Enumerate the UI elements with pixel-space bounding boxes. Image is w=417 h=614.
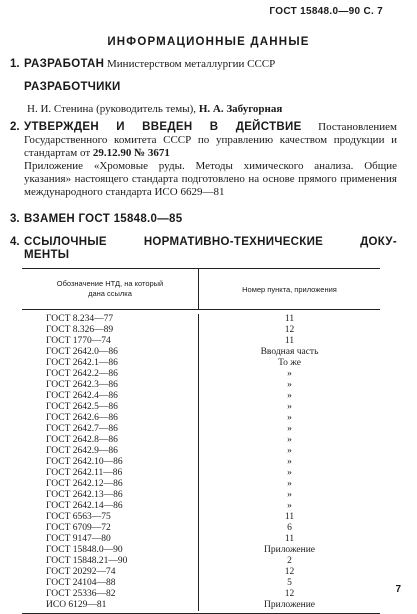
clause-number-cell: » (287, 402, 292, 412)
page-title: ИНФОРМАЦИОННЫЕ ДАННЫЕ (107, 36, 310, 48)
section-1-authors (24, 103, 397, 116)
section-4-word-1: ССЫЛОЧНЫЕ (24, 236, 107, 248)
document-designation-cell: ГОСТ 2642.10—86 (46, 457, 123, 467)
clause-number-cell: То же (278, 358, 301, 368)
document-designation-cell: ГОСТ 2642.7—86 (46, 424, 118, 434)
document-designation-cell: ГОСТ 2642.2—86 (46, 369, 118, 379)
clause-number-cell: 5 (287, 578, 292, 588)
document-designation-cell: ГОСТ 6709—72 (46, 523, 111, 533)
document-designation-cell: ГОСТ 25336—82 (46, 589, 116, 599)
document-designation-cell: ГОСТ 2642.14—86 (46, 501, 123, 511)
document-designation-cell: ГОСТ 2642.1—86 (46, 358, 118, 368)
clause-number-cell: Приложение (264, 600, 315, 610)
table-body (22, 310, 380, 613)
clause-number-cell: 6 (287, 523, 292, 533)
clause-number-cell: » (287, 391, 292, 401)
author-2: Н. А. Забугорная (198, 103, 283, 115)
section-3-body (24, 213, 397, 226)
section-3-heading: ВЗАМЕН ГОСТ 15848.0—85 (24, 213, 183, 225)
document-designation-cell: ГОСТ 8.234—77 (46, 314, 114, 324)
section-4-word-3: ДОКУ- (360, 236, 397, 248)
document-designation-cell: ГОСТ 24104—88 (46, 578, 116, 588)
section-4-word-2: НОРМАТИВНО-ТЕХНИЧЕСКИЕ (143, 236, 324, 248)
clause-number-cell: Вводная часть (260, 347, 319, 357)
document-designation-cell: ГОСТ 2642.4—86 (46, 391, 118, 401)
clause-number-cell: » (287, 446, 292, 456)
reference-documents-table (22, 268, 380, 614)
document-designation-cell: ГОСТ 2642.11—86 (46, 468, 123, 478)
section-2-date: 29.12.90 № 3671 (92, 147, 170, 159)
clause-number-cell: » (287, 369, 292, 379)
document-designation-cell: ГОСТ 2642.8—86 (46, 435, 118, 445)
section-1-body (24, 58, 397, 116)
document-designation-cell: ГОСТ 8.326—89 (46, 325, 114, 335)
clause-number-cell: Приложение (264, 545, 315, 555)
clause-number-cell: » (287, 468, 292, 478)
column-header-document (22, 269, 199, 309)
table-header (22, 269, 380, 310)
section-1-subheading: РАЗРАБОТЧИКИ (24, 81, 121, 93)
document-designation-cell: ГОСТ 15848.0—90 (46, 545, 123, 555)
clause-number-cell: » (287, 479, 292, 489)
document-designation-cell: ГОСТ 2642.6—86 (46, 413, 118, 423)
clause-number-cell: » (287, 413, 292, 423)
section-2 (10, 121, 397, 199)
clause-number-cell: » (287, 501, 292, 511)
document-designation-cell: ГОСТ 2642.0—86 (46, 347, 118, 357)
clause-number-cell: 12 (284, 325, 295, 335)
section-4-heading (24, 236, 397, 249)
document-designation-cell: ГОСТ 20292—74 (46, 567, 116, 577)
document-column (22, 314, 199, 611)
clause-number-cell: » (287, 380, 292, 390)
document-designation-cell: ГОСТ 2642.5—86 (46, 402, 118, 412)
clause-number-cell: 12 (284, 567, 295, 577)
document-designation-cell: ГОСТ 2642.3—86 (46, 380, 118, 390)
clause-number-cell: 11 (284, 534, 295, 544)
section-4 (10, 236, 397, 262)
section-4-heading-line-2: МЕНТЫ (24, 249, 70, 261)
section-2-text-a: Постановлением Государственного комитета СССР по управлению качеством продукции и стандартам от (24, 121, 397, 159)
page-number: 7 (395, 584, 401, 595)
section-1 (10, 58, 397, 116)
clause-number-cell: » (287, 435, 292, 445)
document-designation-cell: ГОСТ 15848.21—90 (46, 556, 128, 566)
clause-column (199, 314, 380, 611)
document-designation-cell: ГОСТ 1770—74 (46, 336, 111, 346)
section-3-number: 3. (10, 213, 20, 225)
clause-number-cell: » (287, 457, 292, 467)
author-1: Н. И. Стенина (27, 103, 94, 115)
document-designation-cell: ГОСТ 9147—80 (46, 534, 111, 544)
section-3 (10, 213, 397, 226)
column-header-document-line-1: Обозначение НТД, на который (56, 279, 164, 288)
column-header-document-line-2: дана ссылка (88, 289, 132, 298)
clause-number-cell: » (287, 424, 292, 434)
section-1-number: 1. (10, 58, 20, 70)
clause-number-cell: 11 (284, 512, 295, 522)
section-1-line (24, 58, 397, 71)
clause-number-cell: 2 (287, 556, 292, 566)
section-2-number: 2. (10, 121, 20, 133)
clause-number-cell: 11 (284, 336, 295, 346)
running-header: ГОСТ 15848.0—90 С. 7 (269, 6, 383, 17)
section-1-text: Министерством металлургии СССР (104, 58, 276, 70)
section-2-paragraph-1 (24, 121, 397, 160)
document-designation-cell: ГОСТ 2642.13—86 (46, 490, 123, 500)
document-designation-cell: ИСО 6129—81 (46, 600, 107, 610)
section-4-body (24, 236, 397, 262)
clause-number-cell: 12 (284, 589, 295, 599)
document-designation-cell: ГОСТ 2642.9—86 (46, 446, 118, 456)
clause-number-cell: 11 (284, 314, 295, 324)
section-2-heading: УТВЕРЖДЕН И ВВЕДЕН В ДЕЙСТВИЕ (24, 121, 302, 133)
document-designation-cell: ГОСТ 6563—75 (46, 512, 111, 522)
document-designation-cell: ГОСТ 2642.12—86 (46, 479, 123, 489)
column-header-clause: Номер пункта, приложения (242, 284, 337, 294)
section-4-number: 4. (10, 236, 20, 248)
section-2-body (24, 121, 397, 199)
section-1-heading: РАЗРАБОТАН (24, 58, 105, 70)
author-1-role: (руководитель темы), (93, 103, 199, 115)
section-2-paragraph-2: Приложение «Хромовые руды. Методы химического анализа. Общие указания» настоящего стандарта подготовлено на основе прямого применения международного стандарта ИСО 6629—81 (24, 160, 397, 198)
clause-number-cell: » (287, 490, 292, 500)
